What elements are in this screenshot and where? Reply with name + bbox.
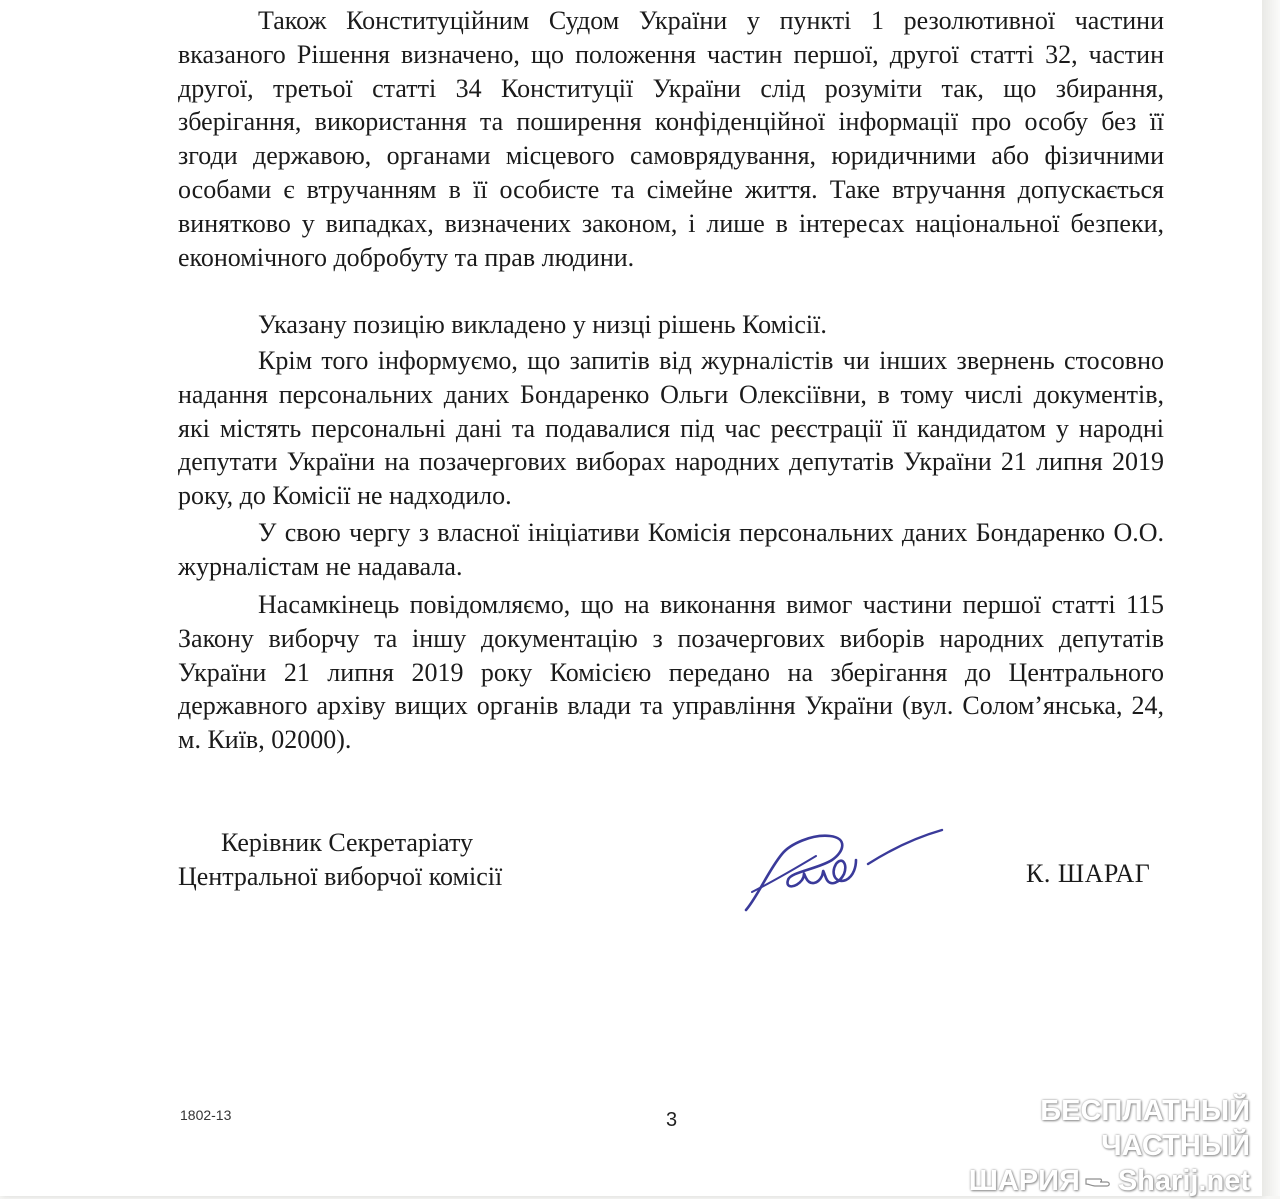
signatory-name: К. ШАРАГ <box>1026 859 1151 888</box>
watermark-brand: ШАРИЯ <box>968 1165 1080 1197</box>
handwritten-signature <box>738 826 948 914</box>
signatory-title-line-1: Керівник Секретаріату <box>221 828 474 857</box>
watermark-site: Sharij.net <box>1117 1165 1250 1197</box>
paragraph-requests: Крім того інформуємо, що запитів від журналістів чи інших звернень стосовно надання персональних даних Бондаренко Ольги Олексіївни, в тому числі документів, які містять персональні дані та подавалися під час реєстрації її кандидатом у народні депутати України на позачергових виборах народних депутатів України 21 липня 2019 року, до Комісії не надходило. <box>178 346 1164 511</box>
page-number: 3 <box>666 1109 678 1131</box>
watermark-line-2 <box>948 1164 1250 1199</box>
signatory-title-line-2: Центральної виборчої комісії <box>178 862 503 891</box>
paragraph-constitution: Також Конституційним Судом України у пункті 1 резолютивної частини вказаного Рішення визначено, що положення частин першої, другої статті 32, частин другої, третьої статті 34 Конституції України слід розуміти так, що збирання, зберігання, використання та поширення конфіденційної інформації про особу без її згоди державою, органами місцевого самоврядування, юридичними або фізичними особами є втручанням в її особисте та сімейне життя. Таке втручання допускається винятково у випадках, визначених законом, і лише в інтересах національної безпеки, економічного добробуту та прав людини. <box>178 6 1164 272</box>
paragraph-archive: Насамкінець повідомляємо, що на виконання вимог частини першої статті 115 Закону виборчу та іншу документацію з позачергових виборів народних депутатів України 21 липня 2019 року Комісією передано на зберігання до Центрального державного архіву вищих органів влади та управління України (вул. Солом’янська, 24, м. Київ, 02000). <box>178 590 1164 755</box>
paragraph-initiative: У свою чергу з власної ініціативи Комісія персональних даних Бондаренко О.О. журналістам не надавала. <box>178 518 1164 581</box>
signatory-title <box>178 826 502 894</box>
watermark-line-1: БЕСПЛАТНЫЙ ЧАСТНЫЙ <box>1040 1095 1250 1162</box>
paragraph-position: Указану позицію викладено у низці рішень Комісії. <box>258 310 827 339</box>
page-edge <box>1262 0 1280 1196</box>
pointing-hand-icon <box>1084 1172 1114 1192</box>
document-number: 1802-13 <box>180 1107 232 1123</box>
watermark <box>948 1094 1250 1199</box>
